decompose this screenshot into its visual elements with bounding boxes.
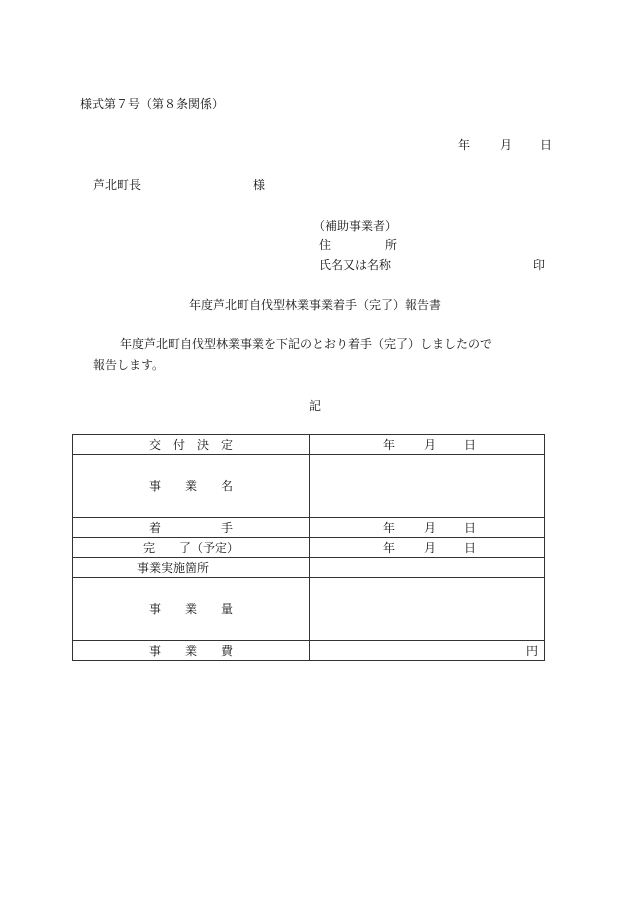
row-label-cost: 事 業 費 xyxy=(73,641,310,661)
row-label-grant-decision: 交 付 決 定 xyxy=(73,435,310,455)
completion-date-cell[interactable] xyxy=(310,538,545,558)
applicant-label: （補助事業者） xyxy=(313,219,398,233)
quantity-cell[interactable] xyxy=(310,578,545,641)
date-year-label: 年 xyxy=(458,138,471,152)
start-day-label: 日 xyxy=(464,520,477,535)
report-table xyxy=(72,434,545,661)
form-number: 様式第７号（第８条関係） xyxy=(80,97,225,111)
table-row-location xyxy=(73,558,545,578)
grant-decision-date-cell[interactable] xyxy=(310,435,545,455)
addressee-honorific: 様 xyxy=(253,178,266,192)
completion-day-label: 日 xyxy=(464,540,477,555)
table-row-cost xyxy=(73,641,545,661)
addressee-name: 芦北町長 xyxy=(93,178,142,192)
row-label-completion: 完 了（予定） xyxy=(73,538,310,558)
location-cell[interactable] xyxy=(310,558,545,578)
ki-heading: 記 xyxy=(308,399,321,413)
yen-unit: 円 xyxy=(525,643,538,658)
address-label-first: 住 xyxy=(319,238,332,252)
project-name-cell[interactable] xyxy=(310,455,545,518)
table-row-grant-decision xyxy=(73,435,545,455)
completion-month-label: 月 xyxy=(424,540,437,555)
grant-day-label: 日 xyxy=(464,437,477,452)
body-text-line-1: 年度芦北町自伐型林業事業を下記のとおり着手（完了）しましたので xyxy=(120,337,493,351)
address-label-second: 所 xyxy=(385,238,398,252)
row-label-quantity: 事 業 量 xyxy=(73,578,310,641)
start-year-label: 年 xyxy=(383,520,396,535)
table-row-project-name xyxy=(73,455,545,518)
start-date-cell[interactable] xyxy=(310,518,545,538)
table-row-quantity xyxy=(73,578,545,641)
table-row-completion xyxy=(73,538,545,558)
date-month-label: 月 xyxy=(500,138,513,152)
start-month-label: 月 xyxy=(424,520,437,535)
applicant-name-label: 氏名又は名称 xyxy=(319,258,392,272)
cost-cell[interactable] xyxy=(310,641,545,661)
grant-month-label: 月 xyxy=(424,437,437,452)
body-text-line-2: 報告します。 xyxy=(93,358,165,372)
row-label-project-name: 事 業 名 xyxy=(73,455,310,518)
seal-mark: 印 xyxy=(533,258,546,272)
row-label-start: 着 手 xyxy=(73,518,310,538)
row-label-location: 事業実施箇所 xyxy=(73,558,310,578)
date-day-label: 日 xyxy=(540,138,553,152)
completion-year-label: 年 xyxy=(383,540,396,555)
grant-year-label: 年 xyxy=(383,437,396,452)
table-row-start xyxy=(73,518,545,538)
document-title: 年度芦北町自伐型林業事業着手（完了）報告書 xyxy=(188,298,441,312)
